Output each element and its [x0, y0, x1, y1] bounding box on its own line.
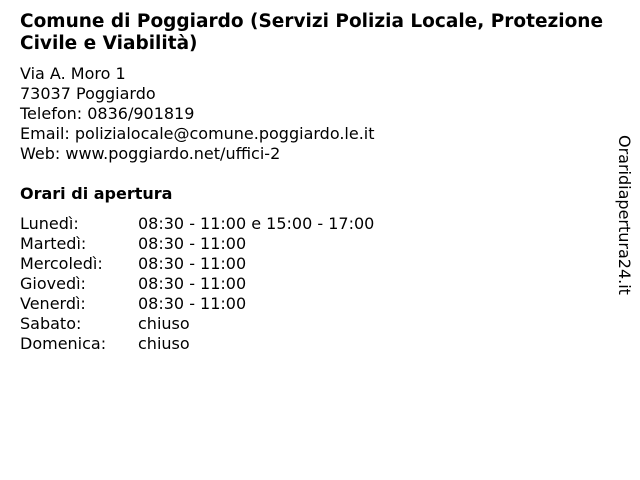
time-value: 08:30 - 11:00	[138, 274, 247, 293]
city-postal: 73037 Poggiardo	[20, 84, 156, 103]
day-label: Venerdì:	[20, 294, 86, 313]
hours-row	[20, 334, 374, 354]
time-value: chiuso	[138, 314, 190, 333]
time-value: 08:30 - 11:00	[138, 254, 247, 273]
day-label: Domenica:	[20, 334, 107, 353]
time-value: chiuso	[138, 334, 190, 353]
site-brand-watermark: Oraridiapertura24.it	[615, 135, 634, 295]
hours-heading: Orari di apertura	[20, 184, 173, 203]
day-label: Sabato:	[20, 314, 82, 333]
day-label: Mercoledì:	[20, 254, 103, 273]
hours-row	[20, 294, 374, 314]
hours-row	[20, 254, 374, 274]
day-label: Lunedì:	[20, 214, 79, 233]
time-value: 08:30 - 11:00 e 15:00 - 17:00	[138, 214, 375, 233]
hours-row	[20, 314, 374, 334]
opening-hours-table	[20, 214, 374, 354]
business-title: Comune di Poggiardo (Servizi Polizia Locale, Protezione Civile e Viabilità)	[20, 11, 604, 54]
phone-line: Telefon: 0836/901819	[20, 104, 195, 123]
time-value: 08:30 - 11:00	[138, 294, 247, 313]
hours-row	[20, 214, 374, 234]
time-value: 08:30 - 11:00	[138, 234, 247, 253]
hours-row	[20, 234, 374, 254]
hours-row	[20, 274, 374, 294]
email-line: Email: polizialocale@comune.poggiardo.le.it	[20, 124, 375, 143]
day-label: Giovedì:	[20, 274, 86, 293]
web-line: Web: www.poggiardo.net/uffici-2	[20, 144, 281, 163]
day-label: Martedì:	[20, 234, 87, 253]
street-address: Via A. Moro 1	[20, 64, 126, 83]
contact-block	[20, 64, 375, 164]
